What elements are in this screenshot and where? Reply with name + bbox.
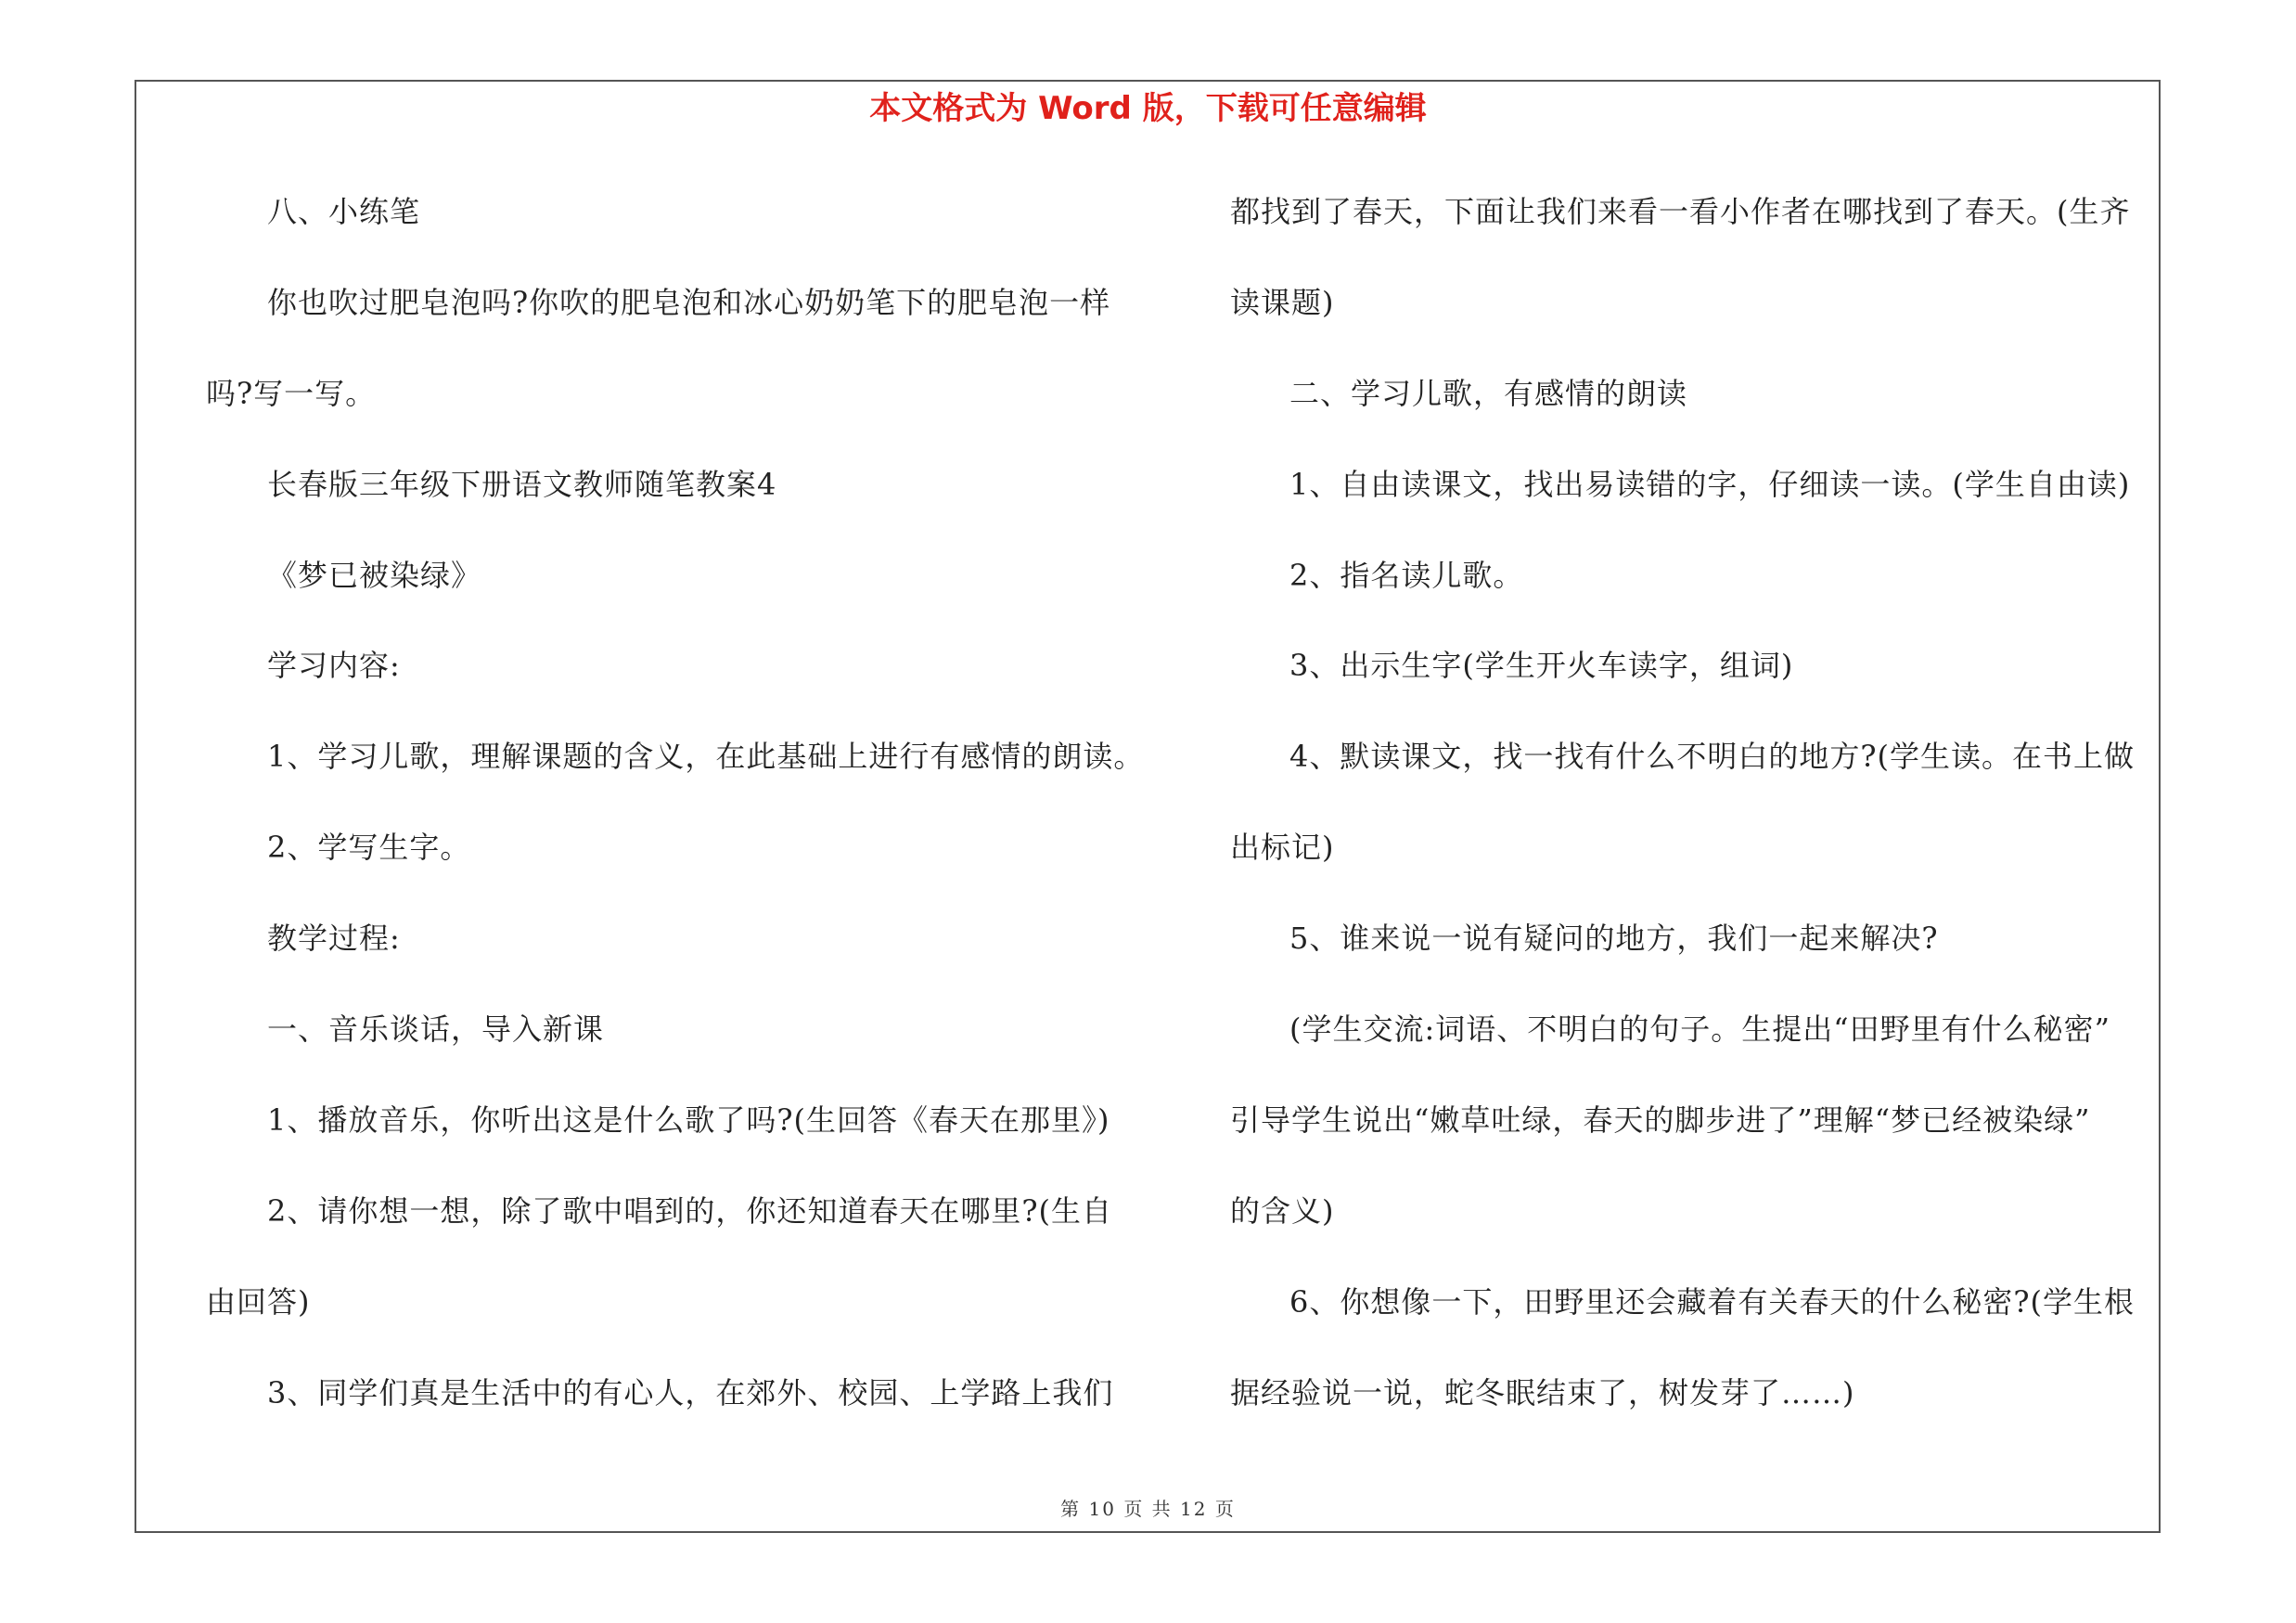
left-line-10: 一、音乐谈话，导入新课 — [267, 1011, 605, 1047]
left-line-11: 1、播放音乐，你听出这是什么歌了吗?(生回答《春天在那里》) — [267, 1102, 1110, 1138]
right-line-8: 出标记) — [1230, 830, 1335, 865]
page-number-footer: 第 10 页 共 12 页 — [1060, 1498, 1236, 1520]
left-line-5: 《梦已被染绿》 — [267, 558, 482, 593]
left-line-14: 3、同学们真是生活中的有心人，在郊外、校园、上学路上我们 — [267, 1375, 1114, 1410]
format-banner: 本文格式为 Word 版，下载可任意编辑 — [869, 90, 1427, 127]
right-line-11: 引导学生说出“嫩草吐绿，春天的脚步进了”理解“梦已经被染绿” — [1230, 1102, 2091, 1138]
right-line-6: 3、出示生字(学生开火车读字，组词) — [1289, 648, 1794, 683]
left-line-13: 由回答) — [206, 1284, 311, 1320]
left-line-1: 八、小练笔 — [267, 194, 421, 229]
right-line-9: 5、谁来说一说有疑问的地方，我们一起来解决? — [1289, 921, 1939, 956]
right-line-13: 6、你想像一下，田野里还会藏着有关春天的什么秘密?(学生根 — [1289, 1284, 2136, 1320]
right-line-12: 的含义) — [1230, 1193, 1335, 1229]
right-line-7: 4、默读课文，找一找有什么不明白的地方?(学生读。在书上做 — [1289, 739, 2136, 774]
right-line-4: 1、自由读课文，找出易读错的字，仔细读一读。(学生自由读) — [1289, 467, 2131, 502]
right-line-1: 都找到了春天，下面让我们来看一看小作者在哪找到了春天。(生齐 — [1230, 194, 2131, 229]
right-line-5: 2、指名读儿歌。 — [1289, 558, 1524, 593]
right-line-14: 据经验说一说，蛇冬眠结束了，树发芽了……) — [1230, 1375, 1855, 1410]
right-line-10: (学生交流:词语、不明白的句子。生提出“田野里有什么秘密” — [1289, 1011, 2110, 1047]
right-line-2: 读课题) — [1230, 285, 1335, 320]
left-line-2: 你也吹过肥皂泡吗?你吹的肥皂泡和冰心奶奶笔下的肥皂泡一样 — [267, 285, 1111, 320]
left-line-8: 2、学写生字。 — [267, 830, 471, 865]
left-line-3: 吗?写一写。 — [206, 376, 377, 411]
left-line-4: 长春版三年级下册语文教师随笔教案4 — [267, 467, 777, 502]
right-line-3: 二、学习儿歌，有感情的朗读 — [1289, 376, 1688, 411]
left-line-7: 1、学习儿歌，理解课题的含义，在此基础上进行有感情的朗读。 — [267, 739, 1145, 774]
left-line-9: 教学过程: — [267, 921, 401, 956]
left-line-12: 2、请你想一想，除了歌中唱到的，你还知道春天在哪里?(生自 — [267, 1193, 1113, 1229]
left-line-6: 学习内容: — [267, 648, 401, 683]
